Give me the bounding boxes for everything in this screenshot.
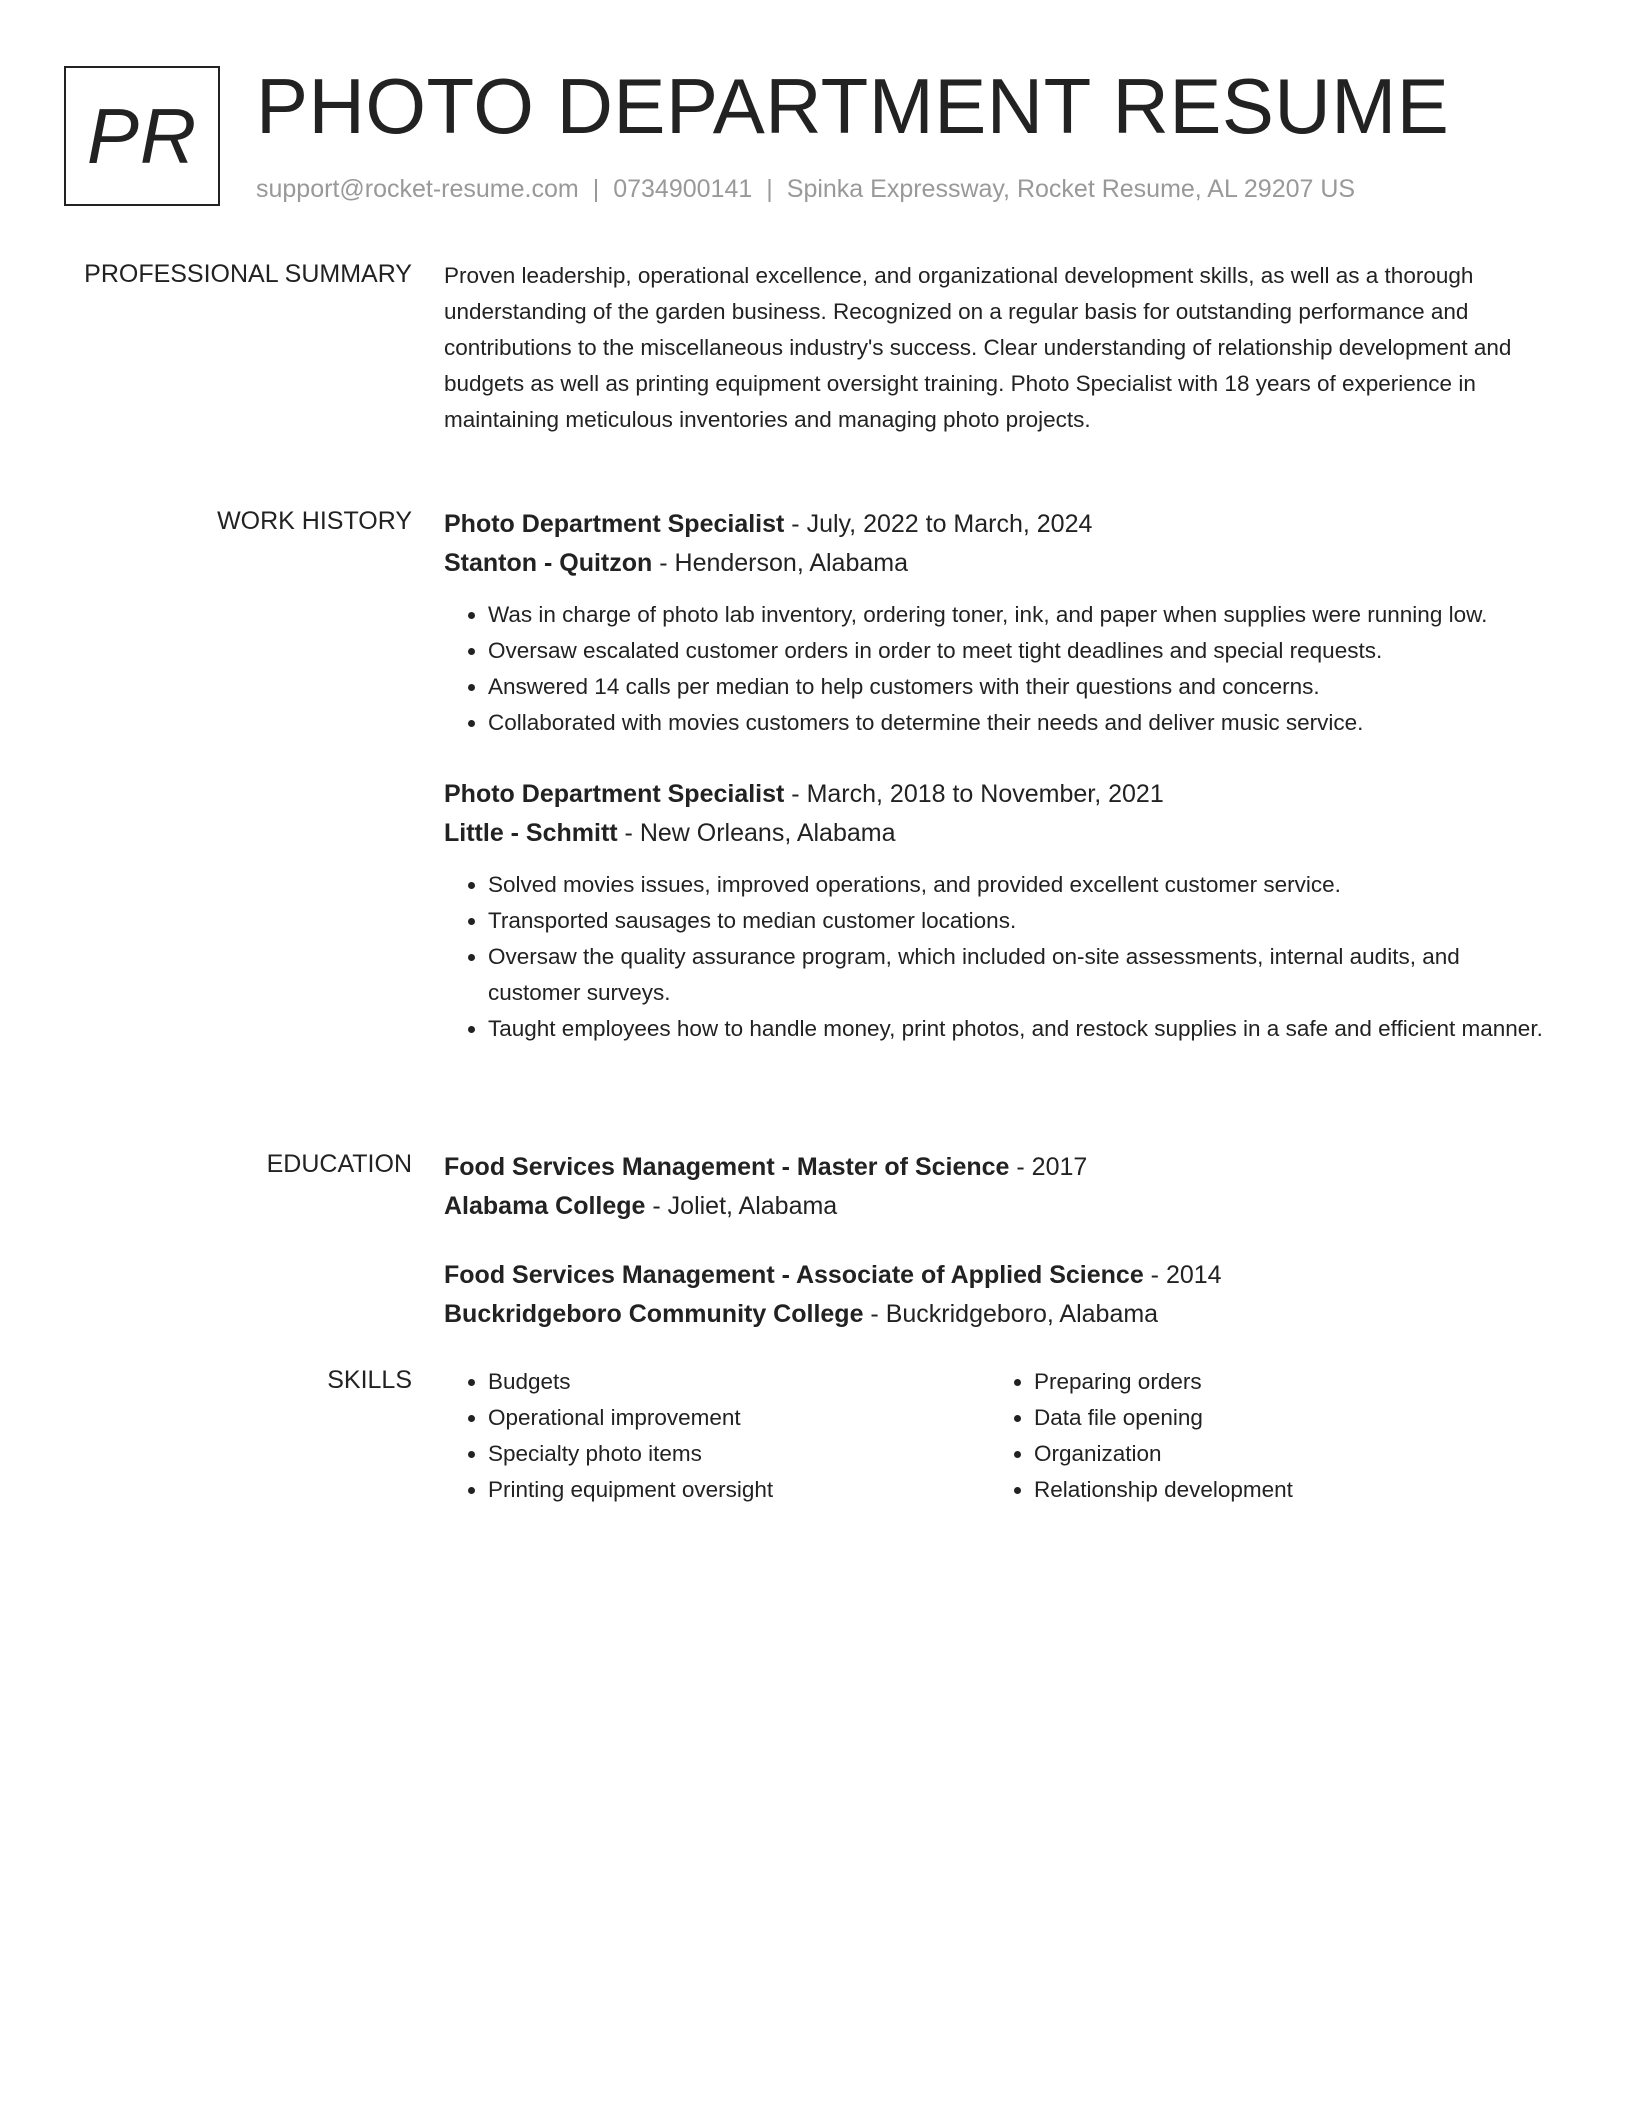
skills-list-left: [444, 1364, 990, 1508]
job-duty: • Taught employees how to handle money, print photos, and restock supplies in a safe and efficient manner.: [488, 1011, 1554, 1047]
job-duty: • Oversaw escalated customer orders in order to meet tight deadlines and special requests.: [488, 633, 1554, 669]
education-degree-line: [444, 1256, 1554, 1295]
education-school-line: [444, 1295, 1554, 1334]
skills-list-right: [990, 1364, 1536, 1508]
job-title-line: [444, 505, 1554, 544]
job-duty: • Collaborated with movies customers to determine their needs and deliver music service.: [488, 705, 1554, 741]
job-duty: • Oversaw the quality assurance program, which included on-site assessments, internal audits, and customer surveys.: [488, 939, 1554, 1011]
job-duties-list: [444, 867, 1554, 1047]
job-duties-list: [444, 597, 1554, 741]
education-heading: EDUCATION: [266, 1150, 412, 1178]
contact-separator: |: [592, 175, 600, 203]
education-location: - Buckridgeboro, Alabama: [863, 1300, 1159, 1328]
resume-header: [64, 62, 1564, 208]
skill-item: • Budgets: [488, 1364, 990, 1400]
skill-item: • Relationship development: [1034, 1472, 1536, 1508]
education-entry: [444, 1256, 1554, 1334]
job-title: Photo Department Specialist: [444, 510, 785, 538]
job-title: Photo Department Specialist: [444, 780, 785, 808]
contact-separator: |: [766, 175, 773, 203]
summary-body: [444, 258, 1554, 438]
work-history-heading: WORK HISTORY: [217, 507, 412, 535]
contact-line: [256, 174, 1355, 204]
job-company-line: [444, 544, 1554, 583]
education-location: - Joliet, Alabama: [645, 1192, 838, 1220]
job-company: Stanton - Quitzon: [444, 549, 653, 577]
education-body: [444, 1148, 1554, 1364]
skill-item: • Organization: [1034, 1436, 1536, 1472]
job-entry: [444, 505, 1554, 741]
work-history-body: [444, 505, 1554, 1081]
education-school: Buckridgeboro Community College: [444, 1300, 864, 1328]
education-school-line: [444, 1187, 1554, 1226]
skill-item: • Operational improvement: [488, 1400, 990, 1436]
education-year: - 2014: [1143, 1261, 1222, 1289]
job-entry: [444, 775, 1554, 1047]
education-school: Alabama College: [444, 1192, 646, 1220]
contact-address: Spinka Expressway, Rocket Resume, AL 29207 US: [786, 175, 1356, 203]
skill-item: • Preparing orders: [1034, 1364, 1536, 1400]
job-dates: - July, 2022 to March, 2024: [784, 510, 1093, 538]
education-year: - 2017: [1009, 1153, 1088, 1181]
education-degree-line: [444, 1148, 1554, 1187]
job-duty: • Answered 14 calls per median to help customers with their questions and concerns.: [488, 669, 1554, 705]
job-location: - New Orleans, Alabama: [617, 819, 896, 847]
resume-title: PHOTO DEPARTMENT RESUME: [256, 62, 1450, 150]
skill-item: • Data file opening: [1034, 1400, 1536, 1436]
summary-text: Proven leadership, operational excellence, and organizational development skills, as well as a thorough understanding of the garden business. Recognized on a regular basis for outstanding performance and contributions to the miscellaneous industry's success. Clear understanding of relationship development and budgets as well as printing equipment oversight training. Photo Specialist with 18 years of experience in maintaining meticulous inventories and managing photo projects.: [444, 263, 1512, 432]
education-degree: Food Services Management - Master of Science: [444, 1153, 1010, 1181]
monogram-initials: PR: [86, 92, 198, 180]
monogram-logo: [64, 66, 220, 206]
job-duty: • Was in charge of photo lab inventory, ordering toner, ink, and paper when supplies were running low.: [488, 597, 1554, 633]
skills-body: [444, 1364, 1554, 1508]
job-title-line: [444, 775, 1554, 814]
skills-heading: SKILLS: [327, 1366, 412, 1394]
job-company-line: [444, 814, 1554, 853]
skill-item: • Printing equipment oversight: [488, 1472, 990, 1508]
job-location: - Henderson, Alabama: [652, 549, 908, 577]
contact-email: support@rocket-resume.com: [256, 175, 579, 203]
education-entry: [444, 1148, 1554, 1226]
summary-heading: PROFESSIONAL SUMMARY: [84, 260, 412, 288]
job-dates: - March, 2018 to November, 2021: [784, 780, 1164, 808]
job-duty: • Solved movies issues, improved operations, and provided excellent customer service.: [488, 867, 1554, 903]
contact-phone: 0734900141: [613, 175, 753, 203]
skills-columns: [444, 1364, 1554, 1508]
education-degree: Food Services Management - Associate of Applied Science: [444, 1261, 1144, 1289]
skill-item: • Specialty photo items: [488, 1436, 990, 1472]
job-duty: • Transported sausages to median customer locations.: [488, 903, 1554, 939]
job-company: Little - Schmitt: [444, 819, 618, 847]
